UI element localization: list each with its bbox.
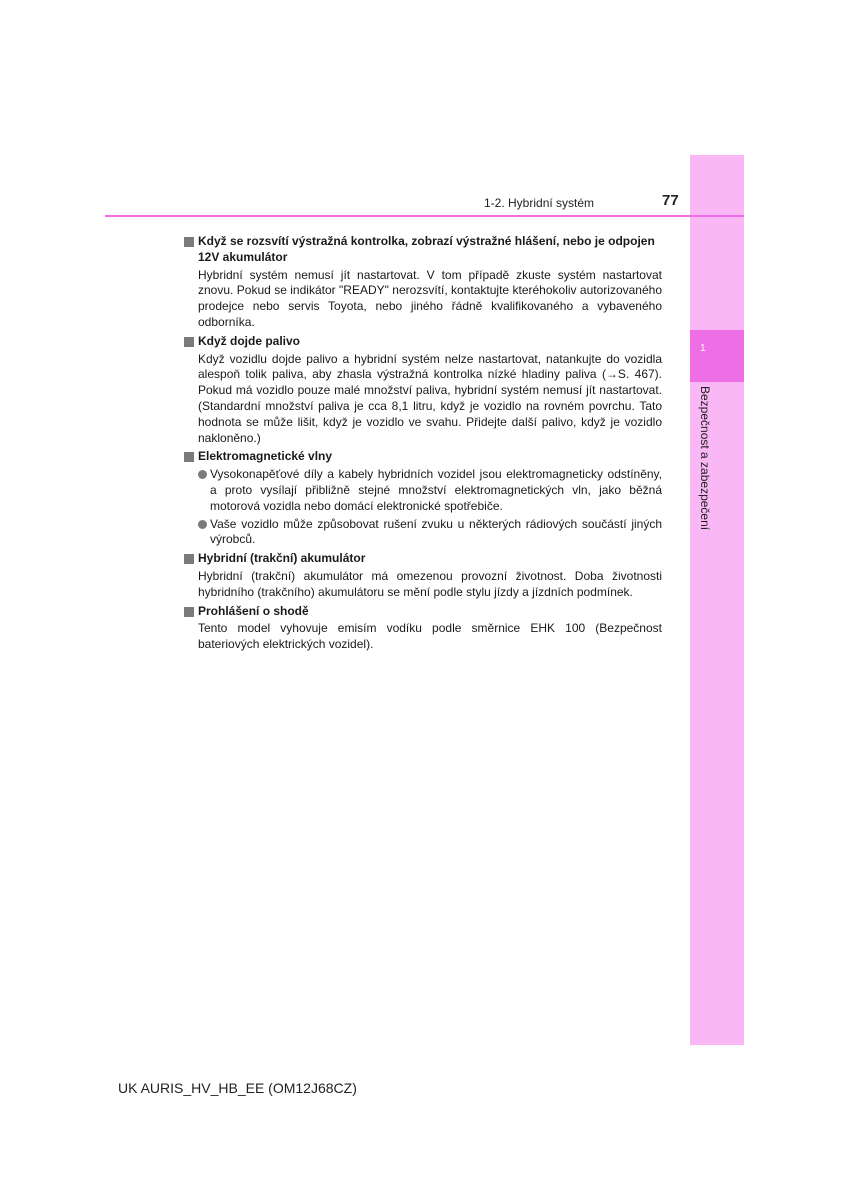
section-text: Když vozidlu dojde palivo a hybridní systém nelze nastartovat, natankujte do vozidla alespoň tolik paliva, aby zhasla výstražná kontrolka nízké hladiny paliva (→S. 467). Pokud má vozidlo pouze malé množství paliva, hybridní systém nemusí jít nastartovat. (Standardní množství paliva je cca 8,1 litru, když je vozidlo na rovném povrchu. Tato hodnota se může lišit, když je vozidlo ve svahu. Přidejte další palivo, když je vozidlo nakloněno.) bbox=[198, 351, 662, 445]
square-bullet-icon bbox=[184, 607, 194, 617]
square-bullet-icon bbox=[184, 554, 194, 564]
chapter-number: 1 bbox=[700, 343, 706, 354]
section-text: Hybridní systém nemusí jít nastartovat. V tom případě zkuste systém nastartovat znovu. Pokud se indikátor "READY" nerozsvítí, kontaktujte kteréhokoliv autorizovaného prodejce nebo servis Toyota, nebo jiného řádně kvalifikovaného a vybaveného odborníka. bbox=[198, 267, 662, 329]
page-number: 77 bbox=[662, 192, 679, 209]
section-text: Tento model vyhovuje emisím vodíku podle směrnice EHK 100 (Bezpečnost bateriových elektrických vozidel). bbox=[198, 621, 662, 652]
chapter-label: Bezpečnost a zabezpečení bbox=[698, 386, 712, 531]
square-bullet-icon bbox=[184, 337, 194, 347]
round-bullet-icon bbox=[198, 470, 207, 479]
footer-code: UK AURIS_HV_HB_EE (OM12J68CZ) bbox=[118, 1080, 357, 1096]
section-heading: Když dojde palivo bbox=[184, 334, 662, 350]
section-text: Hybridní (trakční) akumulátor má omezenou provozní životnost. Doba životnosti hybridního (trakčního) akumulátoru se mění podle stylu jízdy a jízdních podmínek. bbox=[198, 568, 662, 599]
bullet-item: Vaše vozidlo může způsobovat rušení zvuku u některých rádiových součástí jiných výrobců. bbox=[184, 517, 662, 549]
chapter-tab bbox=[690, 330, 744, 382]
section-heading: Hybridní (trakční) akumulátor bbox=[184, 551, 662, 567]
header-rule bbox=[105, 215, 744, 217]
section-heading: Prohlášení o shodě bbox=[184, 604, 662, 620]
chapter-sidebar bbox=[690, 155, 744, 1045]
page-content bbox=[184, 234, 662, 653]
bullet-item: Vysokonapěťové díly a kabely hybridních vozidel jsou elektromagneticky odstíněny, a proto vysílají přibližně stejné množství elektromagnetických vln, jako běžná motorová vozidla nebo domácí elektronické spotřebiče. bbox=[184, 467, 662, 514]
section-heading: Elektromagnetické vlny bbox=[184, 449, 662, 465]
square-bullet-icon bbox=[184, 452, 194, 462]
square-bullet-icon bbox=[184, 237, 194, 247]
header-section-title: 1-2. Hybridní systém bbox=[484, 196, 595, 210]
round-bullet-icon bbox=[198, 520, 207, 529]
section-heading: Když se rozsvítí výstražná kontrolka, zobrazí výstražné hlášení, nebo je odpojen 12V akumulátor bbox=[184, 234, 662, 266]
